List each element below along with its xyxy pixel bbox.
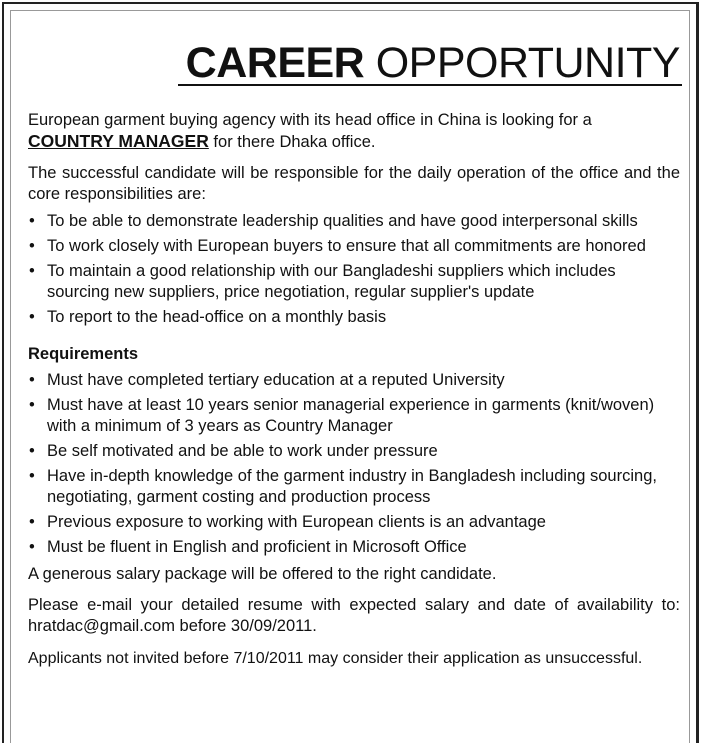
list-item bbox=[28, 261, 680, 303]
list-item-text: To be able to demonstrate leadership qualities and have good interpersonal skills bbox=[47, 212, 638, 230]
requirements-heading: Requirements bbox=[28, 345, 139, 363]
title-underline bbox=[178, 84, 682, 86]
list-item-text: To work closely with European buyers to ensure that all commitments are honored bbox=[47, 237, 646, 255]
intro-paragraph bbox=[28, 110, 680, 153]
list-item-text: Must be fluent in English and proficient in Microsoft Office bbox=[47, 538, 467, 556]
position-title: COUNTRY MANAGER bbox=[28, 131, 209, 151]
list-item bbox=[28, 395, 680, 437]
bullet-icon: • bbox=[29, 262, 35, 280]
bullet-icon: • bbox=[29, 237, 35, 255]
salary-note: A generous salary package will be offered to the right candidate. bbox=[28, 565, 497, 583]
title-thin: OPPORTUNITY bbox=[375, 39, 680, 87]
list-item-text: To report to the head-office on a monthly basis bbox=[47, 308, 387, 326]
bullet-icon: • bbox=[29, 212, 35, 230]
bullet-icon: • bbox=[29, 396, 35, 414]
list-item-text: To maintain a good relationship with our Bangladeshi suppliers which includes sourcing new suppliers, price negotiation, regular supplier's update bbox=[47, 262, 616, 301]
list-item bbox=[28, 307, 680, 328]
bullet-icon: • bbox=[29, 371, 35, 389]
apply-note: Please e-mail your detailed resume with expected salary and date of availability to: hratdac@gmail.com before 30/09/2011. bbox=[28, 596, 680, 635]
list-item bbox=[28, 512, 680, 533]
ad-body bbox=[28, 110, 680, 669]
bullet-icon: • bbox=[29, 467, 35, 485]
intro-before: European garment buying agency with its head office in China is looking for a bbox=[28, 111, 592, 129]
list-item bbox=[28, 537, 680, 558]
list-item bbox=[28, 441, 680, 462]
responsibilities-intro: The successful candidate will be responsible for the daily operation of the office and the core responsibilities are: bbox=[28, 164, 680, 203]
list-item bbox=[28, 466, 680, 508]
responsibilities-list bbox=[28, 211, 680, 328]
list-item-text: Must have completed tertiary education at a reputed University bbox=[47, 371, 505, 389]
bullet-icon: • bbox=[29, 538, 35, 556]
bullet-icon: • bbox=[29, 513, 35, 531]
requirements-list bbox=[28, 370, 680, 558]
bullet-icon: • bbox=[29, 442, 35, 460]
intro-after: for there Dhaka office. bbox=[208, 133, 376, 151]
title-bold: CAREER bbox=[185, 39, 365, 87]
closing-note: Applicants not invited before 7/10/2011 may consider their application as unsuccessful. bbox=[28, 650, 643, 667]
list-item bbox=[28, 211, 680, 232]
list-item bbox=[28, 236, 680, 257]
list-item-text: Previous exposure to working with European clients is an advantage bbox=[47, 513, 546, 531]
list-item-text: Must have at least 10 years senior managerial experience in garments (knit/woven) with a minimum of 3 years as Country Manager bbox=[47, 396, 655, 435]
ad-title bbox=[186, 40, 680, 86]
bullet-icon: • bbox=[29, 308, 35, 326]
list-item-text: Have in-depth knowledge of the garment industry in Bangladesh including sourcing, negotiating, garment costing and production process bbox=[47, 467, 657, 506]
list-item bbox=[28, 370, 680, 391]
list-item-text: Be self motivated and be able to work under pressure bbox=[47, 442, 438, 460]
